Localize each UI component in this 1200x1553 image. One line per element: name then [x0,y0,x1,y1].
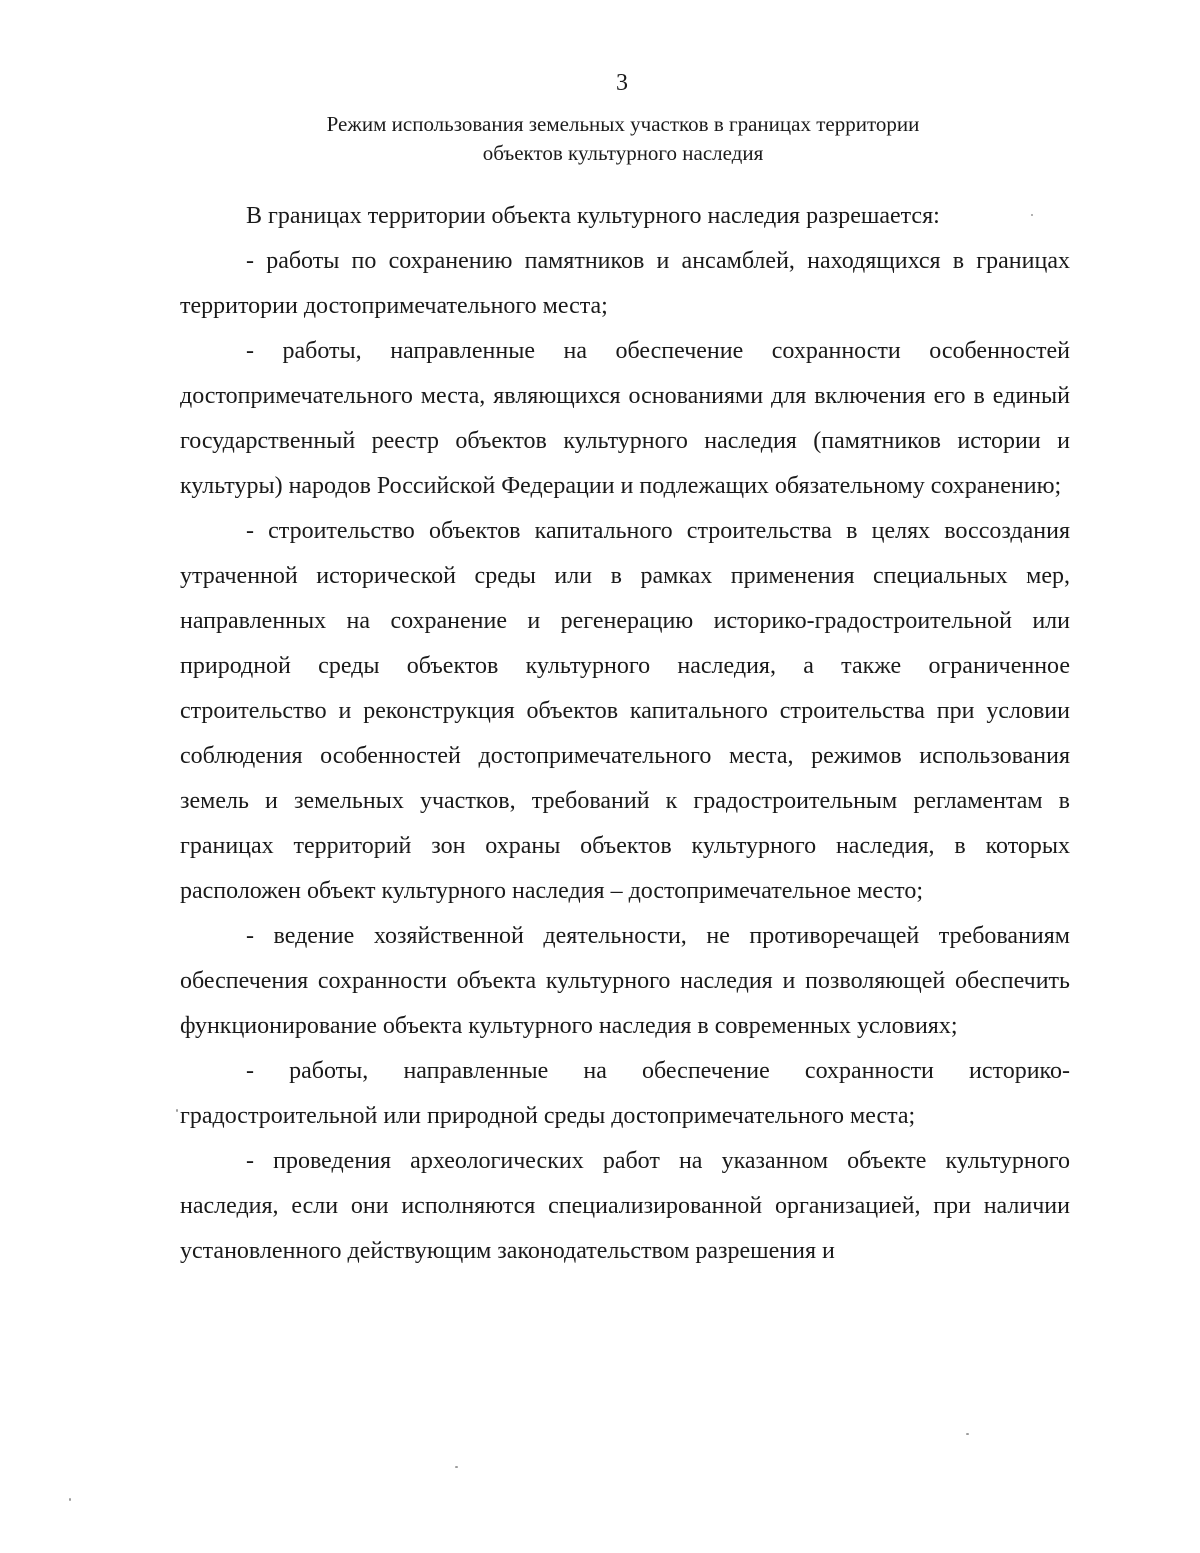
section-title-line-1: Режим использования земельных участков в границах территории [326,112,920,136]
document-body [180,194,1070,1274]
page-number: 3 [616,70,628,96]
list-item: - проведения археологических работ на указанном объекте культурного наследия, если они исполняются специализированной организацией, при наличии установленного действующим законодательством разрешения и [180,1148,1070,1264]
list-item: - строительство объектов капитального строительства в целях воссоздания утраченной исторической среды или в рамках применения специальных мер, направленных на сохранение и регенерацию историко-градостроительной или природной среды объектов культурного наследия, а также ограниченное строительство и реконструкция объектов капитального строительства при условии соблюдения особенностей достопримечательного места, режимов использования земель и земельных участков, требований к градостроительным регламентам в границах территорий зон охраны объектов культурного наследия, в которых расположен объект культурного наследия – достопримечательное место; [180,518,1070,904]
list-item: - работы, направленные на обеспечение сохранности особенностей достопримечательного места, являющихся основаниями для включения его в единый государственный реестр объектов культурного наследия (памятников истории и культуры) народов Российской Федерации и подлежащих обязательному сохранению; [180,338,1070,499]
section-title [220,110,1026,168]
scan-speck [69,1498,71,1501]
scan-speck [1031,214,1033,216]
section-title-line-2: объектов культурного наследия [482,141,764,165]
list-item: - работы по сохранению памятников и ансамблей, находящихся в границах территории достопримечательного места; [180,248,1070,319]
scan-speck [176,1109,178,1112]
list-item: - работы, направленные на обеспечение сохранности историко-градостроительной или природной среды достопримечательного места; [180,1058,1070,1129]
scan-speck [455,1466,458,1468]
list-item: - ведение хозяйственной деятельности, не противоречащей требованиям обеспечения сохранности объекта культурного наследия и позволяющей обеспечить функционирование объекта культурного наследия в современных условиях; [180,923,1070,1039]
intro-paragraph: В границах территории объекта культурного наследия разрешается: [246,203,940,229]
scan-speck [966,1433,969,1435]
